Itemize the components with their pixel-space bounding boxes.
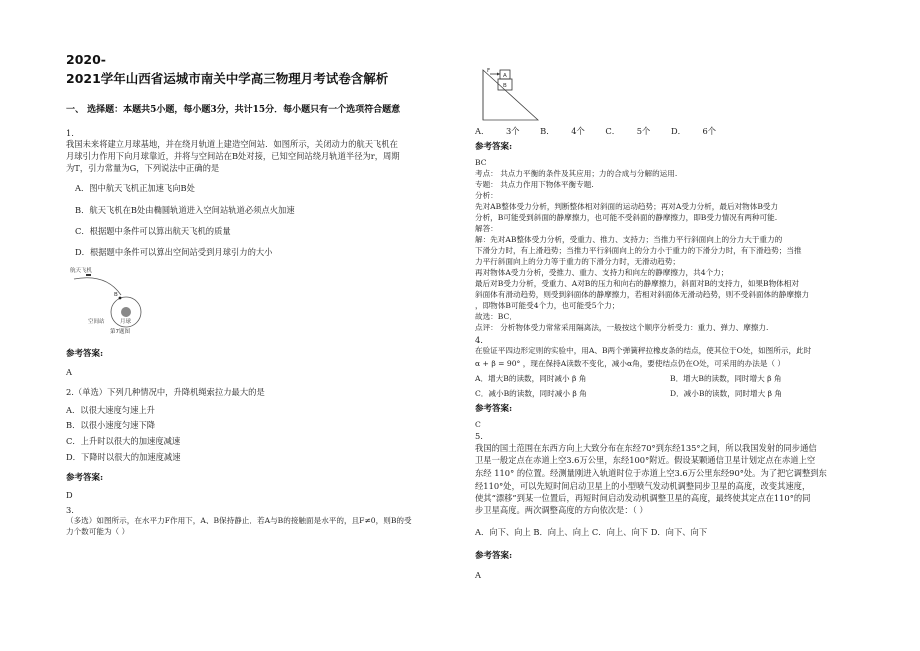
q1-option-c: C．根据题中条件可以算出航天飞机的质量	[75, 226, 231, 236]
q3-answer: BC	[475, 158, 487, 167]
q1-number: 1.	[66, 128, 74, 138]
q3-option-d-key: D．	[670, 126, 686, 136]
q3-explanation-line: 下滑分力时，有上滑趋势；当推力平行斜面向上的分力小于重力的下滑分力时，有下滑趋势；当推	[475, 246, 802, 255]
q3-answer-label: 参考答案:	[475, 142, 513, 152]
q2-answer-label: 参考答案:	[66, 473, 104, 483]
shuttle-marker	[86, 274, 91, 276]
q3-option-c-text: 5个	[636, 126, 651, 136]
q2-option-a: A．以很大速度匀速上升	[66, 405, 155, 415]
q3-explanation-line: 解答：	[475, 224, 498, 233]
q1-answer-label: 参考答案:	[66, 349, 104, 359]
q3-option-c-key: C．	[605, 126, 621, 136]
q5-answer: A	[475, 570, 481, 580]
q4-answer-label: 参考答案:	[475, 404, 513, 414]
q2-answer: D	[66, 490, 73, 500]
q1-stem-line: 我国未来将建立月球基地，并在绕月轨道上建造空间站．如图所示，关闭动力的航天飞机在	[66, 139, 398, 149]
q4-stem-line-2: α + β = 90° ，现在保持A读数不变化，减小α角，要使结点仍在O处，可采用的办法是（ ）	[475, 359, 786, 368]
force-arrow-head	[497, 73, 500, 76]
q4-stem-line-1: 在验证平四边形定则的实验中，用A、B两个弹簧秤拉橡皮条的结点，使其位于O处，如图所示，此时	[475, 346, 812, 355]
q5-number: 5.	[475, 431, 483, 441]
q3-option-d-text: 6个	[702, 126, 717, 136]
q3-option-a-text: 3个	[505, 126, 520, 136]
q5-stem-line: 卫星一般定点在赤道上空3.6万公里，东经100°附近。假设某颗通信卫星计划定点在赤道上空	[475, 455, 816, 465]
q3-explanation-line: 专题： 共点力作用下物体平衡专题.	[475, 180, 594, 189]
label-moon: 月球	[120, 319, 132, 325]
q3-options	[475, 126, 716, 137]
q3-number: 3.	[66, 505, 74, 515]
q3-explanation-line: 力平行斜面向上的分力等于重力的下滑分力时，无滑动趋势；	[475, 257, 681, 266]
q2-option-c: C．上升时以很大的加速度减速	[66, 436, 181, 446]
title-line-2: 2021学年山西省运城市南关中学高三物理月考试卷含解析	[66, 71, 389, 86]
q3-incline-figure	[478, 62, 548, 124]
q3-option-a-key: A．	[475, 126, 490, 136]
q5-stem-line: 步卫星高度。两次调整高度的方向依次是：（ ）	[475, 505, 648, 515]
q5-stem-line: 使其“漂移”到某一位置后，再短时间启动发动机调整卫星的高度，最终使其定点在110°的同	[475, 493, 811, 503]
q4-option-a: A．增大B的读数，同时减小 β 角	[475, 374, 587, 383]
title-line-1: 2020-	[66, 52, 106, 67]
q3-stem-line: （多选）如图所示，在水平力F作用下，A、B保持静止．若A与B的接触面是水平的，且F≠0，则B的受	[66, 516, 412, 525]
q5-stem-line: 我国的国土范围在东西方向上大致分布在东经70°到东经135°之间，所以我国发射的同步通信	[475, 443, 817, 453]
q1-option-b: B．航天飞机在B处由椭圆轨道进入空间站轨道必须点火加速	[75, 205, 295, 215]
q4-option-b: B．增大B的读数，同时增大 β 角	[670, 374, 782, 383]
label-b: B	[503, 83, 507, 89]
q3-explanation-line: 故选：BC．	[475, 312, 517, 321]
q4-answer: C	[475, 420, 481, 429]
q1-orbit-figure	[66, 265, 156, 335]
q3-explanation-line: 先对AB整体受力分析，判断整体相对斜面的运动趋势；再对A受力分析，最后对物体B受力	[475, 202, 779, 211]
q3-explanation-line: 解：先对AB整体受力分析，受重力、推力、支持力；当推力平行斜面向上的分力大于重力的	[475, 235, 783, 244]
q3-explanation-line: 分析，B可能受到斜面的静摩擦力，也可能不受斜面的静摩擦力，即B受力情况有两种可能.	[475, 213, 778, 222]
q2-stem: 2.（单选）下列几种情况中，升降机绳索拉力最大的是	[66, 387, 265, 397]
q2-option-d: D．下降时以很大的加速度减速	[66, 452, 181, 462]
q3-explanation-line: 点评： 分析物体受力常常采用隔离法，一般按这个顺序分析受力：重力、弹力、摩擦力.	[475, 323, 769, 332]
q2-option-b: B．以很小速度匀速下降	[66, 420, 156, 430]
label-a: A	[503, 73, 507, 79]
label-b: B	[114, 292, 118, 298]
q3-explanation-line: 最后对B受力分析，受重力、A对B的压力和向右的静摩擦力，斜面对B的支持力，如果B物体相对	[475, 279, 799, 288]
q1-stem-line: 为T，引力常量为G，下列说法中正确的是	[66, 163, 220, 173]
q4-option-d: D．减小B的读数，同时增大 β 角	[670, 389, 783, 398]
label-caption: 第7题图	[110, 329, 130, 335]
q1-answer: A	[66, 367, 72, 377]
q3-explanation-line: 再对物体A受力分析，受推力、重力、支持力和向左的静摩擦力，共4个力；	[475, 268, 729, 277]
moon-body	[121, 307, 131, 317]
q3-explanation-line: 考点： 共点力平衡的条件及其应用；力的合成与分解的运用.	[475, 169, 678, 178]
q4-number: 4.	[475, 335, 483, 345]
q4-option-c: C．减小B的读数，同时减小 β 角	[475, 389, 587, 398]
q3-stem-line: 力个数可能为（ ）	[66, 527, 130, 536]
label-f: F	[487, 68, 491, 74]
q1-option-d: D．根据题中条件可以算出空间站受到月球引力的大小	[75, 247, 273, 257]
q3-explanation-line: 斜面体有滑动趋势，则受到斜面体的静摩擦力，若相对斜面体无滑动趋势，则不受斜面体的静摩擦力	[475, 290, 810, 299]
q3-explanation-line: 分析：	[475, 191, 498, 200]
q5-options: A．向下、向上 B．向上、向上 C．向上、向下 D．向下、向下	[475, 527, 708, 537]
q5-answer-label: 参考答案:	[475, 551, 513, 561]
section-heading: 一、 选择题：本题共5小题，每小题3分，共计15分．每小题只有一个选项符合题意	[66, 105, 401, 115]
q1-option-a: A．图中航天飞机正加速飞向B处	[75, 183, 195, 193]
q3-option-b-key: B．	[540, 126, 555, 136]
label-shuttle: 航天飞机	[70, 268, 93, 274]
q5-stem-line: 经110°处，可以先短时间启动卫星上的小型喷气发动机调整同步卫星的高度，改变其速度，	[475, 481, 811, 491]
q5-stem-line: 东经 110° 的位置。经测量刚进入轨道时位于赤道上空3.6万公里东经90°处。为了把它调整到东	[475, 468, 827, 478]
q1-stem-line: 月球引力作用下向月球靠近，并将与空间站在B处对接，已知空间站绕月轨道半径为r，周期	[66, 151, 400, 161]
q3-option-b-text: 4个	[571, 126, 585, 136]
label-station: 空间站	[88, 319, 105, 325]
incline-wedge	[483, 70, 538, 120]
q3-explanation-line: ，即物体B可能受4个力，也可能受5个力；	[475, 301, 620, 310]
point-b-marker	[119, 297, 122, 300]
